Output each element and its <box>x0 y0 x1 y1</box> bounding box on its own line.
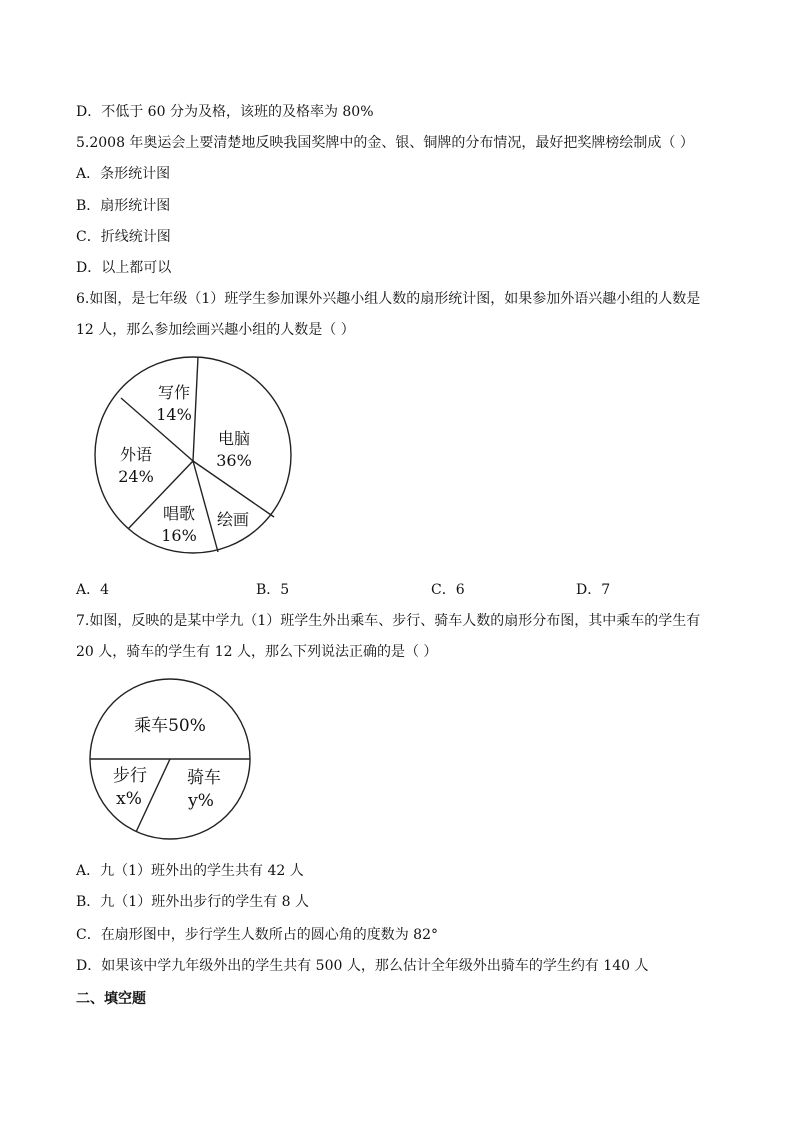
q5-option-a: A．条形统计图 <box>76 166 171 182</box>
q5-option-d: D．以上都可以 <box>76 260 172 276</box>
q7-option-d: D．如果该中学九年级外出的学生共有 500 人，那么估计全年级外出骑车的学生约有 140 人 <box>76 958 649 974</box>
pie2-label-walk: 步行 <box>113 766 147 786</box>
q4-option-d: D．不低于 60 分为及格，该班的及格率为 80% <box>76 104 374 120</box>
q7-stem-line1: 7.如图，反映的是某中学九（1）班学生外出乘车、步行、骑车人数的扇形分布图，其中乘车的学生有 <box>76 613 701 629</box>
q6-option-a: A．4 <box>76 582 110 598</box>
q5-stem: 5.2008 年奥运会上要清楚地反映我国奖牌中的金、银、铜牌的分布情况，最好把奖牌榜绘制成（ ） <box>76 135 694 151</box>
pie1-label-computer: 电脑 <box>217 429 251 448</box>
pie2-pct-walk: x% <box>116 789 142 809</box>
q7-option-c: C．在扇形图中，步行学生人数所占的圆心角的度数为 82° <box>76 927 438 943</box>
q6-option-c: C．6 <box>431 582 465 598</box>
q6-stem-line1: 6.如图，是七年级（1）班学生参加课外兴趣小组人数的扇形统计图，如果参加外语兴趣小组的人数是 <box>76 291 701 307</box>
q7-pie-chart <box>87 676 253 842</box>
pie1-pct-singing: 16% <box>161 526 197 545</box>
pie2-label-bus-name: 乘车 <box>134 716 169 736</box>
pie1-label-foreign: 外语 <box>119 445 153 464</box>
q5-option-c: C．折线统计图 <box>76 229 171 245</box>
q6-option-d: D．7 <box>576 582 611 598</box>
pie1-label-writing: 写作 <box>157 383 191 402</box>
pie2-label-bus <box>134 716 206 736</box>
q6-options <box>76 581 736 599</box>
pie2-pct-bus: 50% <box>168 716 206 736</box>
pie2-pct-bike: y% <box>188 791 214 811</box>
q7-option-b: B．九（1）班外出步行的学生有 8 人 <box>76 894 310 910</box>
pie1-pct-foreign: 24% <box>118 467 154 486</box>
pie1-pct-computer: 36% <box>216 451 252 470</box>
q6-option-b: B．5 <box>256 582 290 598</box>
section-heading-fill-in: 二、填空题 <box>76 991 146 1007</box>
q6-stem-line2: 12 人，那么参加绘画兴趣小组的人数是（ ） <box>76 322 355 338</box>
pie1-label-singing: 唱歌 <box>162 504 196 523</box>
q7-option-a: A．九（1）班外出的学生共有 42 人 <box>76 863 304 879</box>
pie2-label-bike: 骑车 <box>187 768 221 788</box>
q7-stem-line2: 20 人，骑车的学生有 12 人，那么下列说法正确的是（ ） <box>76 644 438 660</box>
q6-pie-chart <box>92 354 298 560</box>
q5-option-b: B．扇形统计图 <box>76 198 171 214</box>
pie1-label-drawing: 绘画 <box>216 510 250 529</box>
pie1-pct-writing: 14% <box>156 405 192 424</box>
